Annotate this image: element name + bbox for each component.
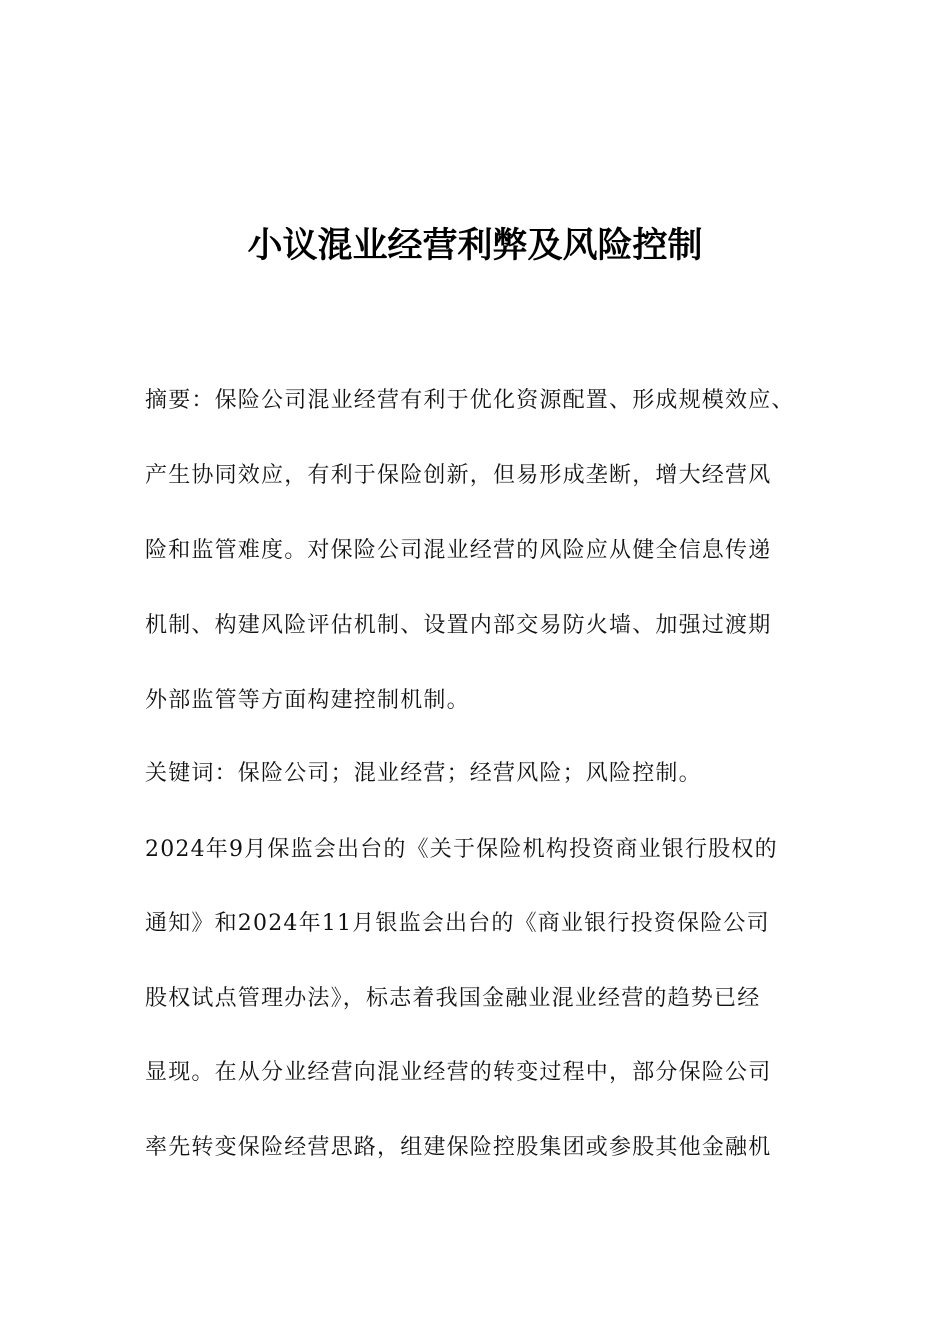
body-line-4: 显现。在从分业经营向混业经营的转变过程中，部分保险公司: [145, 1060, 772, 1085]
abstract-line-3: 险和监管难度。对保险公司混业经营的风险应从健全信息传递: [145, 538, 772, 563]
body-line-3: 股权试点管理办法》，标志着我国金融业混业经营的趋势已经: [145, 986, 761, 1011]
body-line-5: 率先转变保险经营思路，组建保险控股集团或参股其他金融机: [145, 1135, 772, 1160]
keywords-line: 关键词：保险公司；混业经营；经营风险；风险控制。: [145, 761, 702, 786]
body-line-1: 2024年9月保监会出台的《关于保险机构投资商业银行股权的: [145, 837, 778, 862]
abstract-line-4: 机制、构建风险评估机制、设置内部交易防火墙、加强过渡期: [145, 613, 772, 638]
abstract-line-2: 产生协同效应，有利于保险创新，但易形成垄断，增大经营风: [145, 463, 772, 488]
abstract-line-5: 外部监管等方面构建控制机制。: [145, 688, 470, 713]
body-line-2: 通知》和2024年11月银监会出台的《商业银行投资保险公司: [145, 911, 770, 936]
document-title: 小议混业经营利弊及风险控制: [247, 226, 703, 266]
abstract-line-1: 摘要：保险公司混业经营有利于优化资源配置、形成规模效应、: [145, 388, 795, 413]
